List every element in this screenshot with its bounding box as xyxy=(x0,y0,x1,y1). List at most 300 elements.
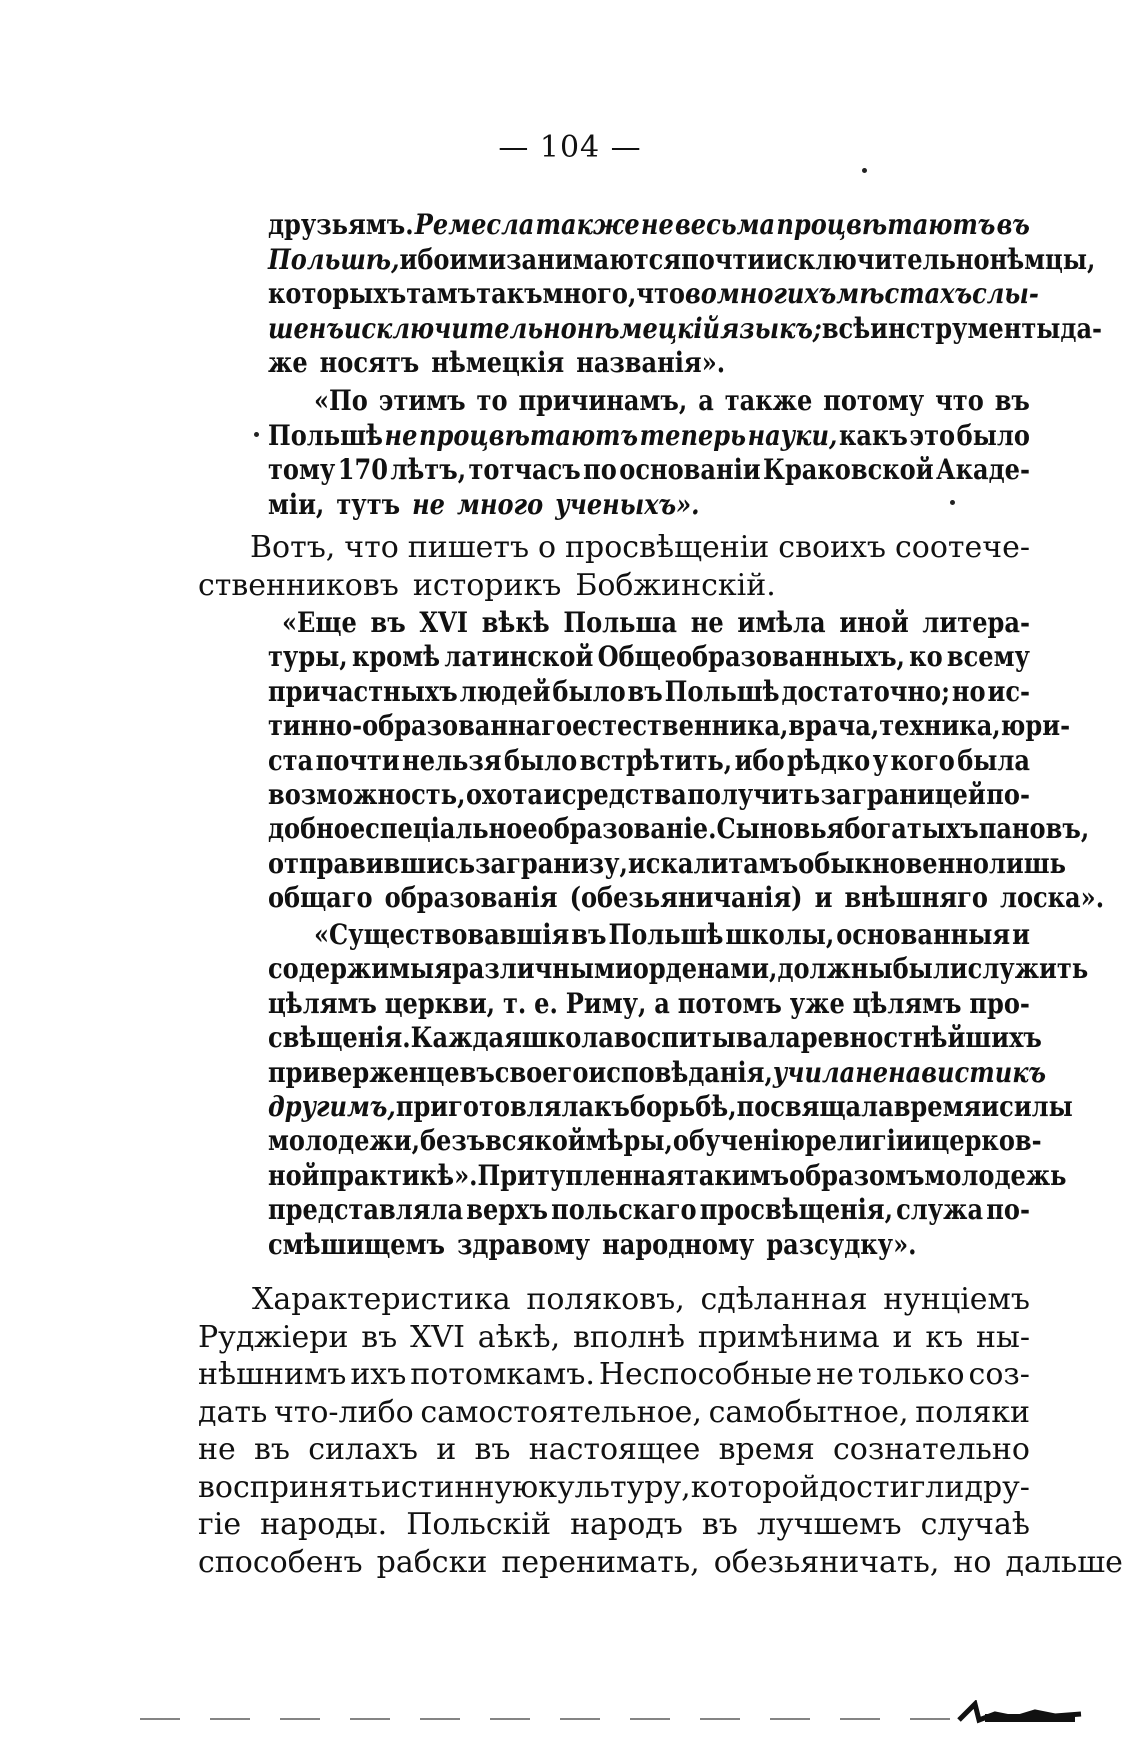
word: не xyxy=(384,418,418,452)
word: XVI xyxy=(419,606,469,639)
word: служить xyxy=(967,952,1089,986)
word: по- xyxy=(986,1193,1030,1227)
word: но xyxy=(951,674,986,708)
word: ста xyxy=(268,743,314,777)
word: въ xyxy=(571,918,607,951)
word: потомкамъ. xyxy=(410,1357,595,1392)
word: шенъ xyxy=(268,311,344,345)
speck-mark xyxy=(862,168,867,173)
word: науки, xyxy=(747,418,838,452)
word: молодежь xyxy=(924,1158,1067,1192)
word: Вотъ, xyxy=(250,530,336,565)
word: нельзя xyxy=(402,743,502,777)
word: почти xyxy=(315,743,400,777)
word: т. xyxy=(502,986,527,1020)
word: но xyxy=(953,1544,992,1580)
word: Польшѣ xyxy=(268,418,383,452)
text-line xyxy=(268,208,1030,241)
word: во xyxy=(684,277,717,310)
word: уже xyxy=(789,986,845,1020)
word: друзьямъ. xyxy=(268,208,414,241)
text-line xyxy=(268,675,1030,708)
word: рабски xyxy=(376,1544,488,1580)
text-line xyxy=(198,1470,1030,1505)
word: теперь xyxy=(639,418,747,452)
word: у xyxy=(872,743,889,777)
word: достаточно; xyxy=(781,674,950,708)
word: получить xyxy=(687,778,821,811)
word: соз- xyxy=(968,1357,1030,1392)
word: ненависти xyxy=(855,1055,1013,1089)
word: Притупленная xyxy=(477,1158,684,1192)
word: основанныя xyxy=(836,918,1011,951)
word: было xyxy=(552,674,626,708)
text-line xyxy=(252,1282,1030,1317)
word: ственниковъ xyxy=(198,568,399,603)
word: нѣмецкія xyxy=(431,346,565,379)
word: богатыхъ xyxy=(844,812,979,846)
word: просвѣщеніи xyxy=(565,530,770,565)
word: тутъ xyxy=(336,487,401,521)
word: перенимать, xyxy=(501,1544,700,1580)
word: о xyxy=(538,530,557,565)
word: охота xyxy=(465,778,543,811)
word: процвѣтаютъ xyxy=(776,208,996,241)
word: церкви, xyxy=(384,986,496,1020)
word: нѣшнимъ xyxy=(198,1357,347,1392)
word: содержимыя xyxy=(268,952,452,986)
word: дру- xyxy=(964,1469,1030,1505)
word: тамъ xyxy=(406,277,477,310)
page-number: — 104 — xyxy=(498,130,642,165)
word: какъ xyxy=(838,418,908,452)
word: что-либо xyxy=(273,1394,414,1430)
word: въ xyxy=(361,1319,398,1355)
word: образомъ xyxy=(789,1158,925,1192)
word: въ xyxy=(370,606,406,639)
word: «Еще xyxy=(282,606,357,639)
word: Краковской xyxy=(763,453,934,486)
word: другимъ, xyxy=(268,1090,396,1123)
word: пишетъ xyxy=(407,530,530,565)
word: силы xyxy=(999,1090,1073,1123)
text-line xyxy=(268,1158,1067,1192)
word: основаніи xyxy=(619,453,761,486)
word: и xyxy=(1012,918,1030,951)
word: нунціемъ xyxy=(883,1282,1030,1317)
word: процвѣтаютъ xyxy=(419,418,639,452)
word: носятъ xyxy=(319,346,420,379)
word: Общеобразованныхъ, xyxy=(597,640,905,674)
word: лишь xyxy=(988,846,1066,880)
text-line xyxy=(268,987,1030,1020)
word: причинамъ, xyxy=(518,384,688,417)
word: что xyxy=(636,277,685,310)
word: Польшѣ xyxy=(608,918,724,951)
word: въ xyxy=(701,1507,738,1542)
word: свѣщенія. xyxy=(268,1021,411,1055)
word: въ xyxy=(474,1432,511,1467)
text-line xyxy=(198,1320,1030,1355)
word: весьма xyxy=(674,208,776,241)
word: истинную xyxy=(380,1469,539,1505)
word: ис- xyxy=(987,674,1030,708)
word: добное xyxy=(268,812,366,846)
word: 170 xyxy=(337,453,388,486)
word: народному xyxy=(602,1227,755,1261)
word: не xyxy=(640,208,674,241)
text-line xyxy=(198,1357,1030,1392)
word: мѣстахъ xyxy=(836,277,973,310)
word: за xyxy=(475,846,507,880)
word: Неспособные xyxy=(598,1357,813,1392)
word: своихъ xyxy=(778,530,887,565)
word: лоска». xyxy=(999,881,1105,915)
word: ной xyxy=(268,1158,320,1192)
bottom-scan-rule xyxy=(140,1718,980,1720)
word: воспринять xyxy=(198,1469,381,1505)
word: дать xyxy=(198,1394,268,1430)
word: гранизу, xyxy=(506,846,628,880)
text-line xyxy=(268,277,1039,310)
word: были xyxy=(892,952,968,986)
word: иной xyxy=(839,606,909,639)
word: и xyxy=(436,1432,457,1467)
word: вполнѣ xyxy=(572,1319,686,1355)
text-line xyxy=(268,311,1103,345)
word: тинно-образованнаго xyxy=(268,709,573,743)
text-line xyxy=(250,530,1030,565)
word: про- xyxy=(969,986,1030,1020)
word: въ xyxy=(254,1432,290,1467)
word: въ xyxy=(994,384,1030,417)
word: Риму, xyxy=(565,986,647,1020)
word: верхъ xyxy=(466,1193,548,1227)
word: техника, xyxy=(879,709,1001,743)
word: различными xyxy=(451,952,633,986)
word: молодежи, xyxy=(268,1124,420,1158)
word: представляла xyxy=(268,1193,464,1227)
word: Сыновья xyxy=(716,812,845,846)
word: посвящала xyxy=(736,1090,894,1123)
word: было xyxy=(956,418,1030,452)
text-line xyxy=(268,812,1090,846)
word: достигли xyxy=(819,1469,965,1505)
word: цѣлямъ xyxy=(268,986,377,1020)
word: которыхъ xyxy=(268,277,407,310)
word: Польша xyxy=(563,606,677,639)
word: къ xyxy=(1012,1055,1047,1089)
ink-mark-icon xyxy=(955,1700,1085,1724)
word: много xyxy=(457,487,544,521)
text-line xyxy=(268,488,1030,521)
word: и xyxy=(981,1090,1000,1123)
text-line xyxy=(268,346,1030,379)
word: силахъ xyxy=(308,1432,418,1467)
text-line xyxy=(268,881,1105,915)
word: вѣкѣ xyxy=(481,606,550,639)
word: орденами, xyxy=(632,952,778,986)
word: по- xyxy=(986,778,1030,811)
word: Бобжинскій. xyxy=(575,568,776,603)
word: людей xyxy=(459,674,551,708)
word: возможность, xyxy=(268,778,466,811)
word: рѣдко xyxy=(786,743,871,777)
word: имѣла xyxy=(737,606,826,639)
text-line xyxy=(198,1432,1030,1467)
word: тотчасъ xyxy=(468,453,581,486)
word: это xyxy=(909,418,956,452)
word: служа xyxy=(896,1193,984,1227)
text-line xyxy=(198,1507,1030,1542)
word: границей xyxy=(852,778,986,811)
word: польскаго xyxy=(551,1193,697,1227)
word: дальше xyxy=(1005,1544,1123,1580)
word: школы, xyxy=(725,918,835,951)
word: Акаде- xyxy=(935,453,1030,486)
text-line xyxy=(282,606,1030,639)
text-line xyxy=(314,384,1030,417)
word: «По xyxy=(314,384,368,417)
word: примѣнима xyxy=(697,1319,880,1355)
text-line xyxy=(268,744,1030,777)
word: способенъ xyxy=(198,1544,363,1580)
word: Характеристика xyxy=(252,1282,511,1317)
word: была xyxy=(957,743,1030,777)
word: историкъ xyxy=(412,568,562,603)
word: было xyxy=(503,743,578,777)
word: исключительно xyxy=(343,311,577,345)
word: Ремесла xyxy=(414,208,535,241)
word: поляки xyxy=(915,1394,1030,1430)
word: занимаются xyxy=(506,242,682,276)
word: культуру, xyxy=(538,1469,691,1505)
word: и xyxy=(543,778,562,811)
text-line xyxy=(198,1544,1123,1580)
word: е. xyxy=(534,986,558,1020)
word: своего xyxy=(494,1055,589,1089)
text-line xyxy=(198,1395,1030,1430)
word: названія». xyxy=(576,346,726,379)
word: и xyxy=(892,1319,913,1355)
text-line xyxy=(314,918,1030,951)
word: то xyxy=(476,384,508,417)
word: приверженцевъ xyxy=(268,1055,495,1089)
word: случаѣ xyxy=(920,1507,1030,1542)
word: пановъ, xyxy=(978,812,1090,846)
word: искали xyxy=(627,846,729,880)
word: обезьяничать, xyxy=(713,1544,940,1580)
word: просвѣщенія, xyxy=(699,1193,893,1227)
word: настоящее xyxy=(528,1432,701,1467)
word: народы. xyxy=(260,1507,388,1542)
word: въ xyxy=(996,208,1030,241)
word: Польшѣ xyxy=(664,674,780,708)
word: а xyxy=(698,384,714,417)
word: самобытное, xyxy=(708,1394,909,1430)
word: всякой xyxy=(485,1124,586,1158)
word: ученыхъ». xyxy=(555,487,700,521)
word: воспитывала xyxy=(613,1021,801,1055)
word: не xyxy=(198,1432,236,1467)
text-line xyxy=(268,1090,1073,1123)
word: ибо xyxy=(399,242,450,276)
word: и xyxy=(814,881,833,915)
word: врача, xyxy=(788,709,880,743)
word: также xyxy=(535,208,640,241)
word: внѣшняго xyxy=(844,881,988,915)
word: мѣры, xyxy=(585,1124,673,1158)
word: (обезьяничанія) xyxy=(569,881,803,915)
word: лѣтъ, xyxy=(390,453,467,486)
word: такимъ xyxy=(683,1158,790,1192)
word: такъ xyxy=(476,277,543,310)
text-line xyxy=(268,242,1096,276)
word: Каждая xyxy=(410,1021,522,1055)
word: школа xyxy=(521,1021,614,1055)
word: только xyxy=(857,1357,965,1392)
word: средства xyxy=(561,778,687,811)
speck-mark xyxy=(950,500,955,505)
text-line xyxy=(268,1193,1030,1226)
word: всѣ xyxy=(821,311,871,345)
word: борьбѣ, xyxy=(629,1090,737,1123)
word: слы- xyxy=(972,277,1039,310)
word: Польшѣ, xyxy=(268,242,400,276)
word: ко xyxy=(909,640,943,674)
word: аѣкѣ, xyxy=(477,1319,561,1355)
text-line xyxy=(268,419,1030,452)
word: разсудку». xyxy=(766,1227,917,1261)
word: ибо xyxy=(734,743,785,777)
word: сознательно xyxy=(833,1432,1030,1467)
word: ими xyxy=(449,242,507,276)
word: нѣмцы, xyxy=(989,242,1096,276)
word: ихъ xyxy=(350,1357,407,1392)
word: естественника, xyxy=(572,709,789,743)
text-line xyxy=(268,1124,1042,1158)
word: по xyxy=(583,453,617,486)
word: латинской xyxy=(444,640,594,674)
word: Польскій xyxy=(406,1507,552,1542)
word: тамъ xyxy=(728,846,799,880)
word: кромѣ xyxy=(351,640,441,674)
word: религіи xyxy=(804,1124,914,1158)
text-line xyxy=(268,1228,1030,1261)
word: много, xyxy=(542,277,637,310)
word: не xyxy=(816,1357,854,1392)
word: инструменты xyxy=(870,311,1061,345)
word: почти xyxy=(681,242,766,276)
word: поляковъ, xyxy=(526,1282,685,1317)
word: а xyxy=(654,986,670,1020)
text-line xyxy=(268,778,1030,811)
word: цѣлямъ xyxy=(852,986,962,1020)
word: народъ xyxy=(570,1507,683,1542)
word: также xyxy=(724,384,813,417)
word: обыкновенно xyxy=(798,846,989,880)
word: кого xyxy=(890,743,955,777)
word: нѣмецкій xyxy=(576,311,721,345)
speck-mark xyxy=(254,432,259,437)
word: общаго xyxy=(268,881,373,915)
word: безъ xyxy=(419,1124,486,1158)
word: отправившись xyxy=(268,846,476,880)
word: «Существовавшія xyxy=(314,918,570,951)
word: сдѣланная xyxy=(700,1282,868,1317)
word: же xyxy=(268,346,308,379)
word: юри- xyxy=(1000,709,1071,743)
word: XVI xyxy=(410,1319,465,1355)
word: встрѣтить, xyxy=(579,743,733,777)
word: что xyxy=(935,384,984,417)
word: смѣшищемъ xyxy=(268,1227,446,1261)
text-line xyxy=(198,568,1030,603)
word: не xyxy=(690,606,724,639)
word: гіе xyxy=(198,1507,242,1542)
word: причастныхъ xyxy=(268,674,458,708)
word: обученію xyxy=(672,1124,805,1158)
word: языкъ; xyxy=(720,311,822,345)
word: къ xyxy=(594,1090,630,1123)
word: образованія xyxy=(384,881,558,915)
word: литера- xyxy=(922,606,1030,639)
word: соотече- xyxy=(894,530,1030,565)
word: практикѣ». xyxy=(319,1158,478,1192)
word: тому xyxy=(268,453,336,486)
word: приготовляла xyxy=(395,1090,595,1123)
word: церков- xyxy=(931,1124,1042,1158)
word: должны xyxy=(777,952,893,986)
text-line xyxy=(268,1021,1042,1055)
word: въ xyxy=(627,674,663,708)
text-line xyxy=(268,952,1089,986)
text-line xyxy=(268,1055,1047,1089)
word: время xyxy=(893,1090,982,1123)
word: многихъ xyxy=(716,277,837,310)
word: что xyxy=(344,530,399,565)
word: туры, xyxy=(268,640,348,674)
word: потому xyxy=(823,384,925,417)
word: ревностнѣйшихъ xyxy=(800,1021,1042,1055)
word: образованіе. xyxy=(537,812,717,846)
word: Руджіери xyxy=(198,1319,349,1355)
text-line xyxy=(268,846,1066,880)
text-line xyxy=(268,640,1030,673)
word: и xyxy=(913,1124,932,1158)
word: время xyxy=(718,1432,815,1467)
word: потомъ xyxy=(677,986,782,1020)
word: лучшемъ xyxy=(756,1507,902,1542)
word: спеціальное xyxy=(365,812,538,846)
word: самостоятельное, xyxy=(420,1394,702,1430)
text-line xyxy=(268,453,1030,486)
word: къ xyxy=(925,1319,964,1355)
word: всему xyxy=(946,640,1030,674)
word: учила xyxy=(772,1055,856,1089)
word: міи, xyxy=(268,487,325,521)
word: этимъ xyxy=(378,384,466,417)
word: ны- xyxy=(975,1319,1030,1355)
text-line xyxy=(268,709,1071,743)
word: которой xyxy=(690,1469,820,1505)
word: за xyxy=(820,778,852,811)
word: да- xyxy=(1060,311,1103,345)
word: не xyxy=(412,487,446,521)
word: исключительно xyxy=(765,242,990,276)
word: здравому xyxy=(457,1227,591,1261)
word: исповѣданія, xyxy=(588,1055,773,1089)
